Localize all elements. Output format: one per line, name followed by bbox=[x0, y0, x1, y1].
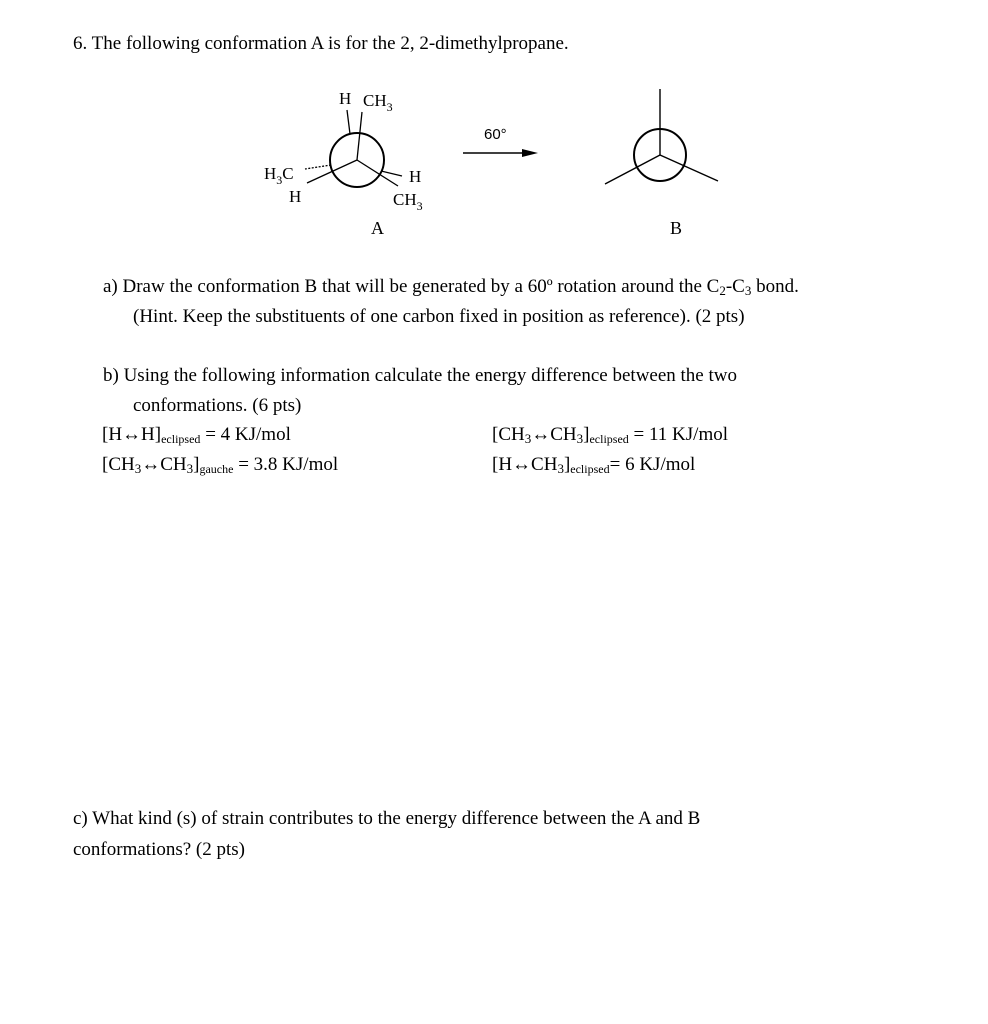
front-bond-up bbox=[357, 112, 362, 160]
a-label: A bbox=[371, 218, 384, 238]
part-b-line1: b) Using the following information calculate the energy difference between the two bbox=[103, 365, 737, 386]
a-top-h: H bbox=[339, 89, 352, 108]
a-right-h: H bbox=[409, 167, 422, 186]
conformation-a bbox=[305, 110, 402, 187]
back-bond-left bbox=[305, 165, 331, 169]
a-left-h3c: $H_3C$ bbox=[264, 164, 294, 187]
part-b-line2: conformations. (6 pts) bbox=[133, 395, 302, 416]
arrow-head bbox=[522, 149, 538, 157]
part-a-line2: (Hint. Keep the substituents of one carbon fixed in position as reference). (2 pts) bbox=[133, 306, 745, 327]
conformation-b bbox=[605, 89, 718, 184]
back-bond-up bbox=[347, 110, 350, 134]
question-title: 6. The following conformation A is for the 2, 2-dimethylpropane. bbox=[73, 33, 569, 54]
conformation-a-labels bbox=[264, 89, 423, 238]
energy-hch3-eclipsed: $[H\leftrightarrow CH_3]eclipsed= 6$ KJ/mol bbox=[492, 454, 696, 476]
rotation-arrow bbox=[463, 126, 538, 157]
front-bond-left bbox=[307, 160, 357, 183]
back-bond-right bbox=[381, 171, 402, 176]
a-right-ch3: $CH_3$ bbox=[393, 190, 423, 213]
a-left-h: H bbox=[289, 187, 302, 206]
energy-ch3ch3-eclipsed: $[CH_3\leftrightarrow CH_3]eclipsed = 11$ KJ/mol bbox=[492, 424, 729, 446]
part-c-line1: c) What kind (s) of strain contributes to the energy difference between the A and B bbox=[73, 808, 701, 829]
b-label: B bbox=[670, 218, 683, 238]
part-c-line2: conformations? (2 pts) bbox=[73, 839, 246, 860]
energy-hh-eclipsed: [H↔H]eclipsed = 4 KJ/mol bbox=[102, 424, 291, 446]
a-top-ch3: $CH_3$ bbox=[363, 91, 393, 114]
b-front-bond-right bbox=[660, 155, 718, 181]
part-a-line1: a) Draw the conformation B that will be generated by a 60º rotation around the $C_2-C_3$ bond. bbox=[103, 276, 799, 298]
energy-ch3ch3-gauche: $[CH_3\leftrightarrow CH_3]gauche = 3.8$ KJ/mol bbox=[102, 454, 339, 476]
arrow-label: 60° bbox=[484, 126, 507, 143]
